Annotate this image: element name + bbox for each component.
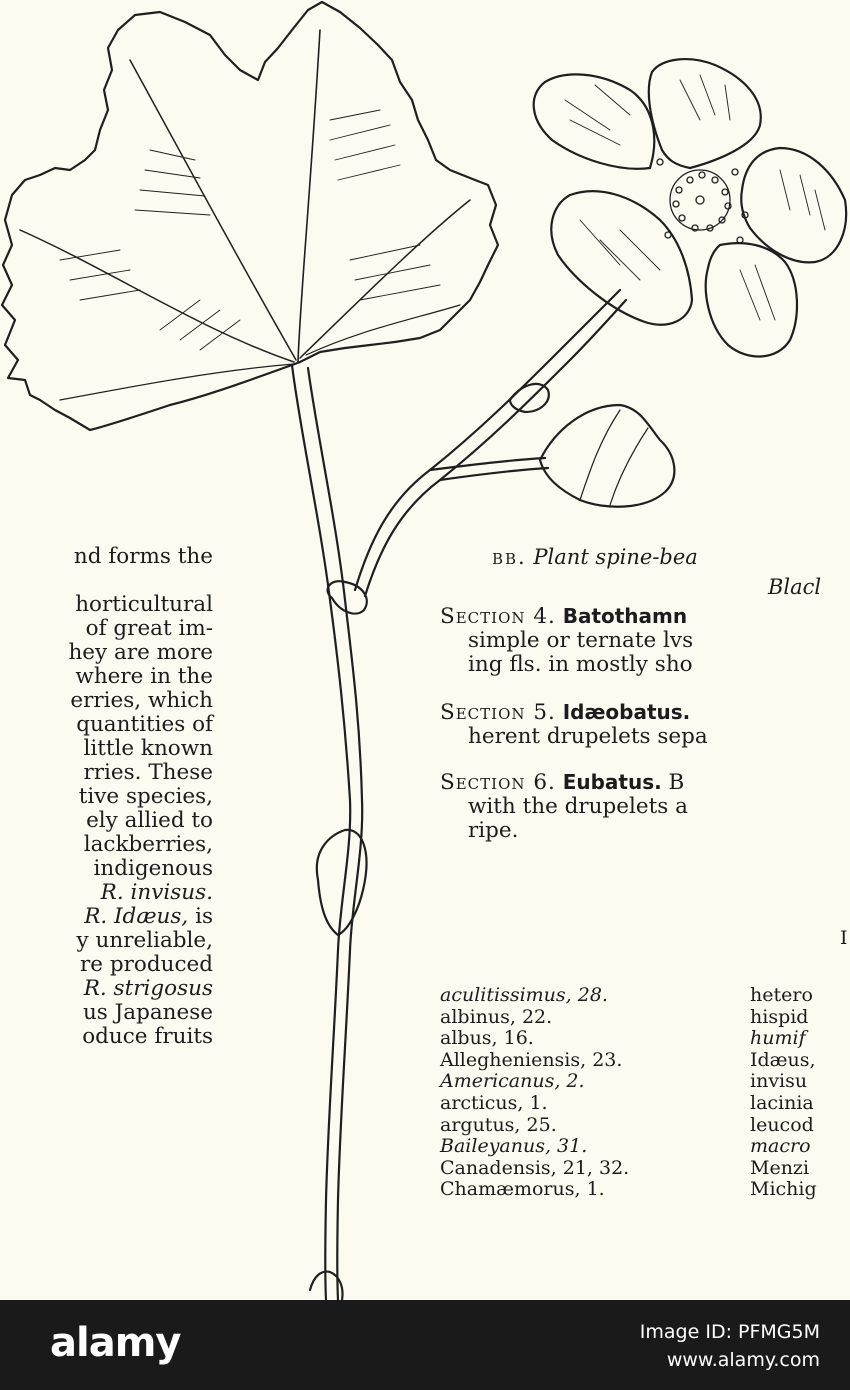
section-name: Idæobatus. bbox=[562, 700, 691, 724]
text-line: oduce fruits bbox=[82, 1024, 213, 1049]
index-entry: Idæus, bbox=[750, 1048, 816, 1071]
text-line: where in the bbox=[75, 664, 213, 689]
text-line: lackberries, bbox=[83, 832, 213, 857]
text-line: tive species, bbox=[78, 784, 213, 809]
text-line: y unreliable, bbox=[76, 928, 213, 953]
species-name: R. strigosus bbox=[83, 976, 213, 1001]
index-entry: albinus, 22. bbox=[440, 1005, 553, 1028]
index-entry: argutus, 25. bbox=[440, 1113, 557, 1136]
text-line bbox=[0, 977, 213, 1001]
index-entry: Canadensis, 21, 32. bbox=[440, 1156, 630, 1179]
index-entry: Michig bbox=[750, 1178, 817, 1201]
text-line: of great im- bbox=[85, 616, 213, 641]
text-line: hey are more bbox=[68, 640, 213, 665]
image-id: Image ID: PFMG5M bbox=[639, 1321, 820, 1343]
key-label: bb. bbox=[492, 545, 527, 569]
text-line: us Japanese bbox=[82, 1000, 213, 1025]
index-entry: Baileyanus, 31. bbox=[440, 1135, 588, 1158]
text-line bbox=[0, 881, 213, 905]
text-line: erries, which bbox=[70, 688, 213, 713]
text-line: re produced bbox=[80, 952, 213, 977]
index-entry: hetero bbox=[750, 984, 813, 1006]
text-line: indigenous bbox=[93, 856, 213, 881]
key-heading bbox=[492, 545, 698, 569]
text-line: nd forms the bbox=[73, 544, 213, 569]
species-name: R. Idæus, bbox=[84, 904, 189, 929]
section-5: Section 5. Idæobatus. herent drupelets sepa bbox=[440, 700, 708, 749]
text-line bbox=[0, 569, 213, 593]
watermark-footer bbox=[0, 1300, 850, 1390]
text-line: R. Idæus, is bbox=[84, 904, 213, 929]
text-line: quantities of bbox=[76, 712, 213, 737]
species-name: R. invisus. bbox=[100, 880, 213, 905]
index-entry: Americanus, 2. bbox=[440, 1070, 585, 1093]
index-entry: lacinia bbox=[750, 1091, 814, 1114]
index-entry: arcticus, 1. bbox=[440, 1091, 548, 1114]
section-6: Section 6. Eubatus. B with the drupelets a ripe. bbox=[440, 770, 688, 843]
text-line: ely allied to bbox=[86, 808, 213, 833]
flower bbox=[534, 59, 846, 356]
text-line: rries. These bbox=[83, 760, 213, 785]
index-entry: humif bbox=[750, 1027, 806, 1050]
index-entry: Menzi bbox=[750, 1156, 810, 1179]
index-column-2 bbox=[750, 985, 817, 1201]
leaf bbox=[2, 2, 498, 430]
alamy-logo: alamy bbox=[50, 1320, 181, 1366]
section-4: Section 4. Batothamn simple or ternate lvs ing fls. in mostly sho bbox=[440, 604, 694, 677]
section-name: Batothamn bbox=[562, 604, 688, 628]
index-entry: Chamæmorus, 1. bbox=[440, 1178, 605, 1201]
site-url: www.alamy.com bbox=[666, 1349, 820, 1371]
text-line: horticultural bbox=[75, 592, 213, 617]
index-entry: leucod bbox=[750, 1113, 814, 1136]
index-entry: Allegheniensis, 23. bbox=[440, 1048, 623, 1071]
index-column-1 bbox=[440, 985, 629, 1201]
index-entry: albus, 16. bbox=[440, 1027, 534, 1050]
index-entry: aculitissimus, 28. bbox=[440, 984, 608, 1006]
key-text: Plant spine-bea bbox=[533, 545, 698, 569]
index-entry: hispid bbox=[750, 1005, 809, 1028]
left-text-column bbox=[0, 545, 213, 1049]
index-entry: macro bbox=[750, 1135, 811, 1158]
image-id-block bbox=[640, 1318, 820, 1374]
index-marker: I bbox=[840, 927, 848, 949]
index-entry: invisu bbox=[750, 1070, 808, 1093]
section-name: Eubatus. bbox=[562, 770, 662, 794]
text-line: little known bbox=[83, 736, 213, 761]
flower-bud bbox=[540, 405, 674, 507]
key-subtext: Blacl bbox=[768, 575, 822, 599]
